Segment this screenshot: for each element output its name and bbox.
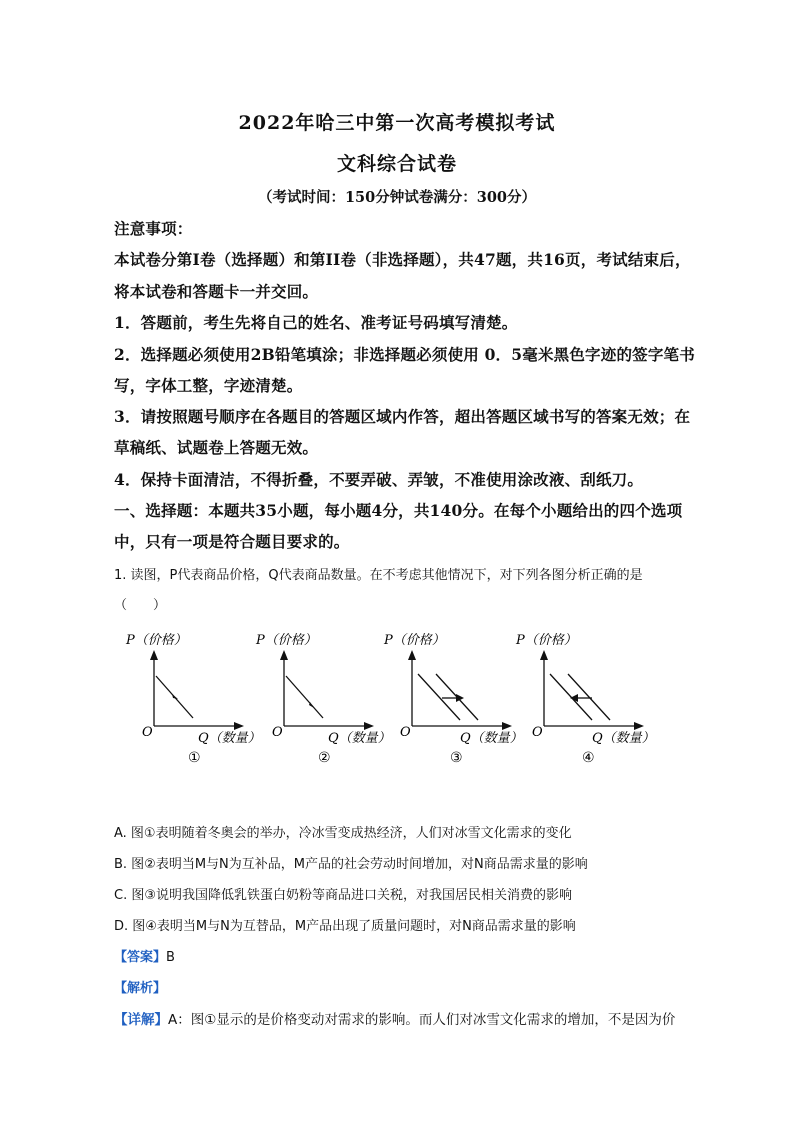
graph-3-y-label: P（价格） [384, 633, 445, 648]
graph-3-x-label: Q（数量） [460, 731, 523, 746]
notes-item-4: 4．保持卡面清洁，不得折叠，不要弄破、弄皱，不准使用涂改液、刮纸刀。 [114, 470, 644, 489]
demand-graph-1 [120, 628, 261, 768]
graph-3-number: ③ [450, 750, 463, 766]
notes-line-2: 将本试卷和答题卡一并交回。 [114, 282, 319, 301]
graph-4-y-label: P（价格） [516, 633, 577, 648]
graph-2-number: ② [318, 750, 331, 766]
demand-graph-3 [378, 628, 523, 768]
section-heading-1: 一、选择题：本题共35小题，每小题4分，共140分。在每个小题给出的四个选项 [114, 501, 683, 520]
detail-line [114, 1008, 714, 1028]
notes-item-3a: 3．请按照题号顺序在各题目的答题区域内作答，超出答题区域书写的答案无效；在 [114, 407, 691, 426]
option-a: A. 图①表明随着冬奥会的举办，冷冰雪变成热经济，人们对冰雪文化需求的变化 [114, 826, 572, 841]
graph-1-number: ① [188, 750, 201, 766]
detail-text: A：图①显示的是价格变动对需求的影响。而人们对冰雪文化需求的增加，不是因为价 [168, 1012, 676, 1028]
notes-item-2a: 2．选择题必须使用2B铅笔填涂；非选择题必须使用 0．5毫米黑色字迹的签字笔书 [114, 345, 695, 364]
notes-item-3b: 草稿纸、试题卷上答题无效。 [114, 438, 319, 457]
analysis-line [114, 977, 714, 996]
graph-3-origin: O [400, 725, 411, 740]
exam-subtitle: 文科综合试卷 [336, 153, 457, 175]
answer-line [114, 946, 714, 965]
graph-1-x-label: Q（数量） [198, 731, 261, 746]
question-stem: 1. 读图，P代表商品价格，Q代表商品数量。在不考虑其他情况下，对下列各图分析正确的是 [114, 568, 643, 583]
graph-1-y-label: P（价格） [126, 633, 187, 648]
graph-2-y-label: P（价格） [256, 633, 317, 648]
question-paren: （ ） [114, 598, 167, 613]
option-c: C. 图③说明我国降低乳铁蛋白奶粉等商品进口关税，对我国居民相关消费的影响 [114, 888, 572, 903]
demand-graph-4 [510, 628, 655, 768]
detail-tag: 【详解】 [114, 1012, 168, 1028]
graph-1-origin: O [142, 725, 153, 740]
notes-item-2b: 写，字体工整，字迹清楚。 [114, 376, 303, 395]
demand-graph-2 [250, 628, 391, 768]
graph-2-origin: O [272, 725, 283, 740]
graph-4-number: ④ [582, 750, 595, 766]
option-b: B. 图②表明当M与N为互补品，M产品的社会劳动时间增加，对N商品需求量的影响 [114, 857, 588, 872]
notes-item-1: 1．答题前，考生先将自己的姓名、准考证号码填写清楚。 [114, 313, 518, 332]
graph-2-x-label: Q（数量） [328, 731, 391, 746]
answer-value: B [166, 950, 175, 965]
notes-heading: 注意事项： [114, 219, 193, 238]
section-heading-2: 中，只有一项是符合题目要求的。 [114, 532, 350, 551]
exam-info: （考试时间：150分钟试卷满分：300分） [257, 189, 537, 206]
notes-line-1: 本试卷分第Ⅰ卷（选择题）和第II卷（非选择题），共47题，共16页，考试结束后， [114, 250, 691, 269]
answer-tag: 【答案】 [114, 950, 167, 965]
analysis-tag: 【解析】 [114, 981, 167, 996]
exam-title: 2022年哈三中第一次高考模拟考试 [238, 112, 556, 134]
option-d: D. 图④表明当M与N为互替品，M产品出现了质量问题时，对N商品需求量的影响 [114, 919, 576, 934]
graph-4-origin: O [532, 725, 543, 740]
graph-4-x-label: Q（数量） [592, 731, 655, 746]
